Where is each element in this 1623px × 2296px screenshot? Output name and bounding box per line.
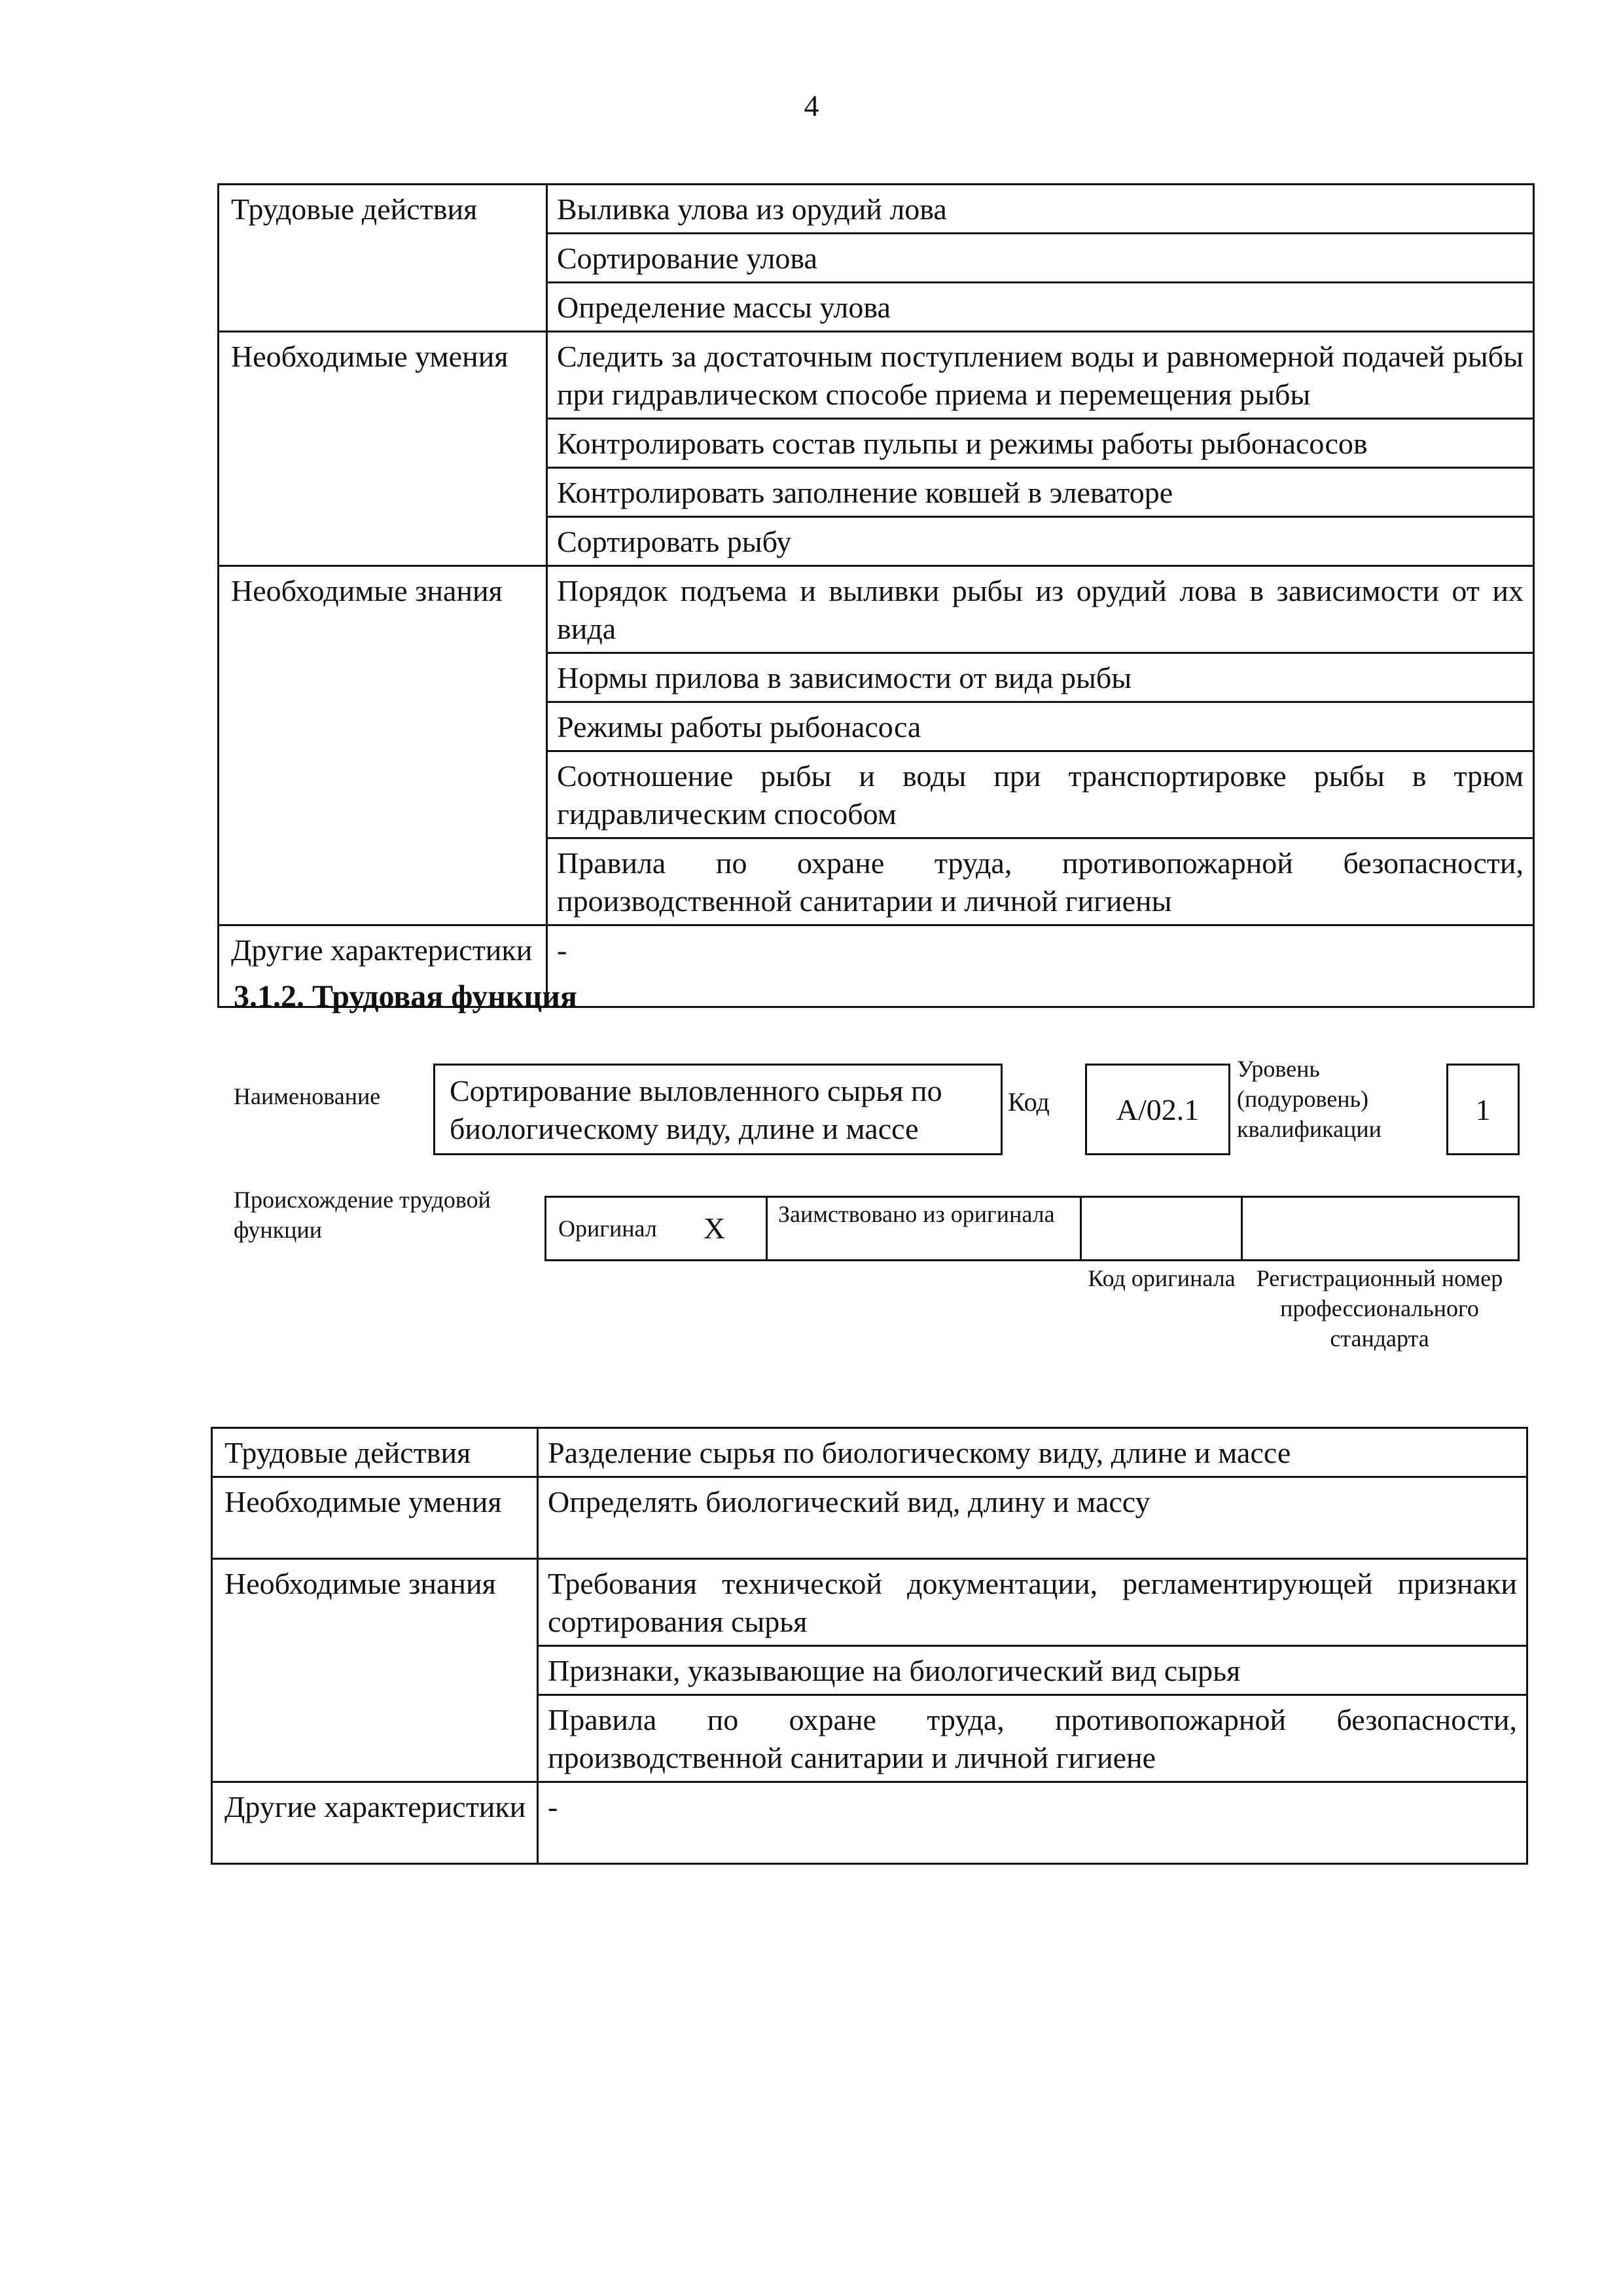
row-label: Другие характеристики <box>212 1782 538 1864</box>
section-heading: 3.1.2. Трудовая функция <box>234 979 577 1014</box>
table-row <box>219 185 1534 234</box>
table-cell: Контролировать состав пульпы и режимы работы рыбонасосов <box>547 419 1534 468</box>
original-label: Оригинал <box>558 1215 657 1242</box>
function-name-box: Сортирование выловленного сырья по биологическому виду, длине и массе <box>433 1064 1003 1155</box>
level-label: Уровень (подуровень) квалификации <box>1237 1056 1382 1142</box>
table-cell: Выливка улова из орудий лова <box>547 185 1534 234</box>
borrowed-cell <box>768 1198 1082 1259</box>
row-label: Необходимые знания <box>219 566 547 925</box>
original-cell <box>546 1198 768 1259</box>
original-mark: X <box>704 1211 726 1245</box>
original-code-cell <box>1082 1198 1243 1259</box>
row-label: Необходимые умения <box>212 1477 538 1559</box>
table-cell: Контролировать заполнение ковшей в элеваторе <box>547 468 1534 517</box>
table-cell: Следить за достаточным поступлением воды и равномерной подачей рыбы при гидравлическом способе приема и перемещения рыбы <box>547 332 1534 419</box>
work-function-table-1 <box>217 183 1535 1008</box>
table-cell: Разделение сырья по биологическому виду, длине и массе <box>538 1428 1527 1477</box>
function-code-box: A/02.1 <box>1085 1064 1230 1155</box>
row-label: Трудовые действия <box>212 1428 538 1477</box>
table-cell: Признаки, указывающие на биологический вид сырья <box>538 1646 1527 1695</box>
table-row <box>212 1477 1527 1559</box>
row-label: Необходимые знания <box>212 1559 538 1782</box>
page-number: 4 <box>804 89 819 122</box>
borrowed-label: Заимствовано из оригинала <box>778 1201 1055 1227</box>
table-cell: Соотношение рыбы и воды при транспортировке рыбы в трюм гидравлическим способом <box>547 751 1534 838</box>
name-label: Наименование <box>234 1083 381 1109</box>
table-cell: Требования технической документации, регламентирующей признаки сортирования сырья <box>538 1559 1527 1646</box>
row-label: Трудовые действия <box>219 185 547 332</box>
table-cell: - <box>538 1782 1527 1864</box>
origin-label: Происхождение трудовой функции <box>234 1187 491 1243</box>
table-cell: Определение массы улова <box>547 283 1534 332</box>
table-cell: Нормы прилова в зависимости от вида рыбы <box>547 653 1534 702</box>
qualification-level-box: 1 <box>1446 1064 1520 1155</box>
table-cell: Сортирование улова <box>547 234 1534 283</box>
table-row <box>212 1559 1527 1646</box>
table-cell: Правила по охране труда, противопожарной безопасности, производственной санитарии и личной гигиены <box>547 838 1534 925</box>
table-cell: Порядок подъема и выливки рыбы из орудий лова в зависимости от их вида <box>547 566 1534 653</box>
row-label: Необходимые умения <box>219 332 547 566</box>
table-row <box>212 1782 1527 1864</box>
registration-number-caption: Регистрационный номер профессионального стандарта <box>1256 1265 1503 1352</box>
table-row <box>219 566 1534 653</box>
table-cell: Правила по охране труда, противопожарной безопасности, производственной санитарии и личной гигиене <box>538 1695 1527 1782</box>
registration-number-cell <box>1243 1198 1518 1259</box>
table-row <box>219 332 1534 419</box>
table-cell: Сортировать рыбу <box>547 517 1534 566</box>
work-function-table-2 <box>211 1427 1528 1865</box>
table-row <box>212 1428 1527 1477</box>
origin-table <box>544 1196 1520 1261</box>
code-label: Код <box>1008 1087 1050 1117</box>
table-cell: - <box>547 925 1534 1007</box>
table-cell: Определять биологический вид, длину и массу <box>538 1477 1527 1559</box>
row-label: Другие характеристики <box>219 925 547 1007</box>
original-code-caption: Код оригинала <box>1088 1265 1236 1291</box>
table-cell: Режимы работы рыбонасоса <box>547 702 1534 751</box>
